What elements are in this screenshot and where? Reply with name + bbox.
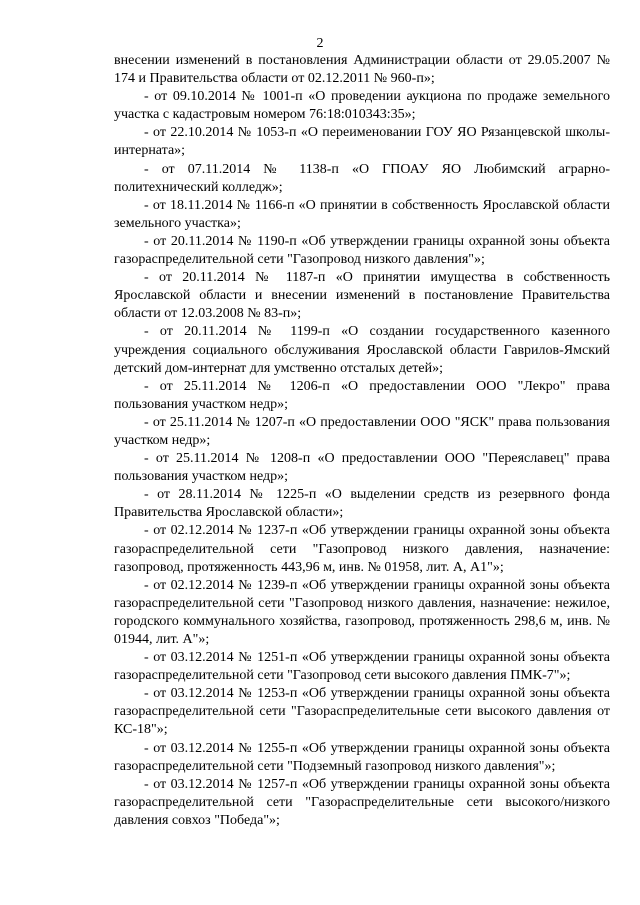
decree-list-item: - от 02.12.2014 № 1239-п «Об утверждении границы охранной зоны объекта газораспределительной сети "Газопровод низкого давления, назначение: нежилое, городского коммунального хозяйства, газопровод, протяженность 298,6 м, инв. № 01944, лит. А"»; [114,577,610,647]
decree-list-item: - от 18.11.2014 № 1166-п «О принятии в собственность Ярославской области земельного участка»; [114,197,610,231]
decree-list-item: - от 25.11.2014 № 1207-п «О предоставлении ООО "ЯСК" права пользования участком недр»; [114,414,610,448]
decree-list-item: - от 03.12.2014 № 1257-п «Об утверждении границы охранной зоны объекта газораспределительной сети "Газораспределительные сети высокого/низкого давления совхоз "Победа"»; [114,776,610,828]
decree-list-item: - от 28.11.2014 № 1225-п «О выделении средств из резервного фонда Правительства Ярославской области»; [114,487,610,521]
decree-list-item: - от 07.11.2014 № 1138-п «О ГПОАУ ЯО Любимский аграрно-политехнический колледж»; [114,161,610,195]
continuation-paragraph: внесении изменений в постановления Администрации области от 29.05.2007 № 174 и Правительства области от 02.12.2011 № 960-п»; [114,53,610,87]
decree-list-item: - от 09.10.2014 № 1001-п «О проведении аукциона по продаже земельного участка с кадастровым номером 76:18:010343:35»; [114,89,610,123]
decree-list-item: - от 03.12.2014 № 1255-п «Об утверждении границы охранной зоны объекта газораспределительной сети "Подземный газопровод низкого давления"»; [114,740,610,774]
decree-list-item: - от 03.12.2014 № 1251-п «Об утверждении границы охранной зоны объекта газораспределительной сети "Газопровод сети высокого давления ПМК-7"»; [114,650,610,684]
document-body [114,52,610,830]
decree-list-item: - от 02.12.2014 № 1237-п «Об утверждении границы охранной зоны объекта газораспределительной сети "Газопровод низкого давления, назначение: газопровод, протяженность 443,96 м, инв. № 01958, лит. А, А1"»; [114,523,610,575]
decree-list-item: - от 03.12.2014 № 1253-п «Об утверждении границы охранной зоны объекта газораспределительной сети "Газораспределительные сети высокого давления от КС-18"»; [114,686,610,738]
page-number: 2 [316,36,324,51]
decree-list-item: - от 20.11.2014 № 1199-п «О создании государственного казенного учреждения социального обслуживания Ярославской области Гаврилов-Ямский детский дом-интернат для умственно отсталых детей»; [114,324,610,376]
decree-list-item: - от 25.11.2014 № 1206-п «О предоставлении ООО "Лекро" права пользования участком недр»; [114,378,610,412]
decree-list-item: - от 25.11.2014 № 1208-п «О предоставлении ООО "Переяславец" права пользования участком недр»; [114,451,610,485]
decree-list-item: - от 22.10.2014 № 1053-п «О переименовании ГОУ ЯО Рязанцевской школы-интерната»; [114,125,610,159]
decree-list-item: - от 20.11.2014 № 1190-п «Об утверждении границы охранной зоны объекта газораспределительной сети "Газопровод низкого давления"»; [114,233,610,268]
decree-list-item: - от 20.11.2014 № 1187-п «О принятии имущества в собственность Ярославской области и внесении изменений в постановление Правительства области от 12.03.2008 № 83-п»; [114,270,610,322]
